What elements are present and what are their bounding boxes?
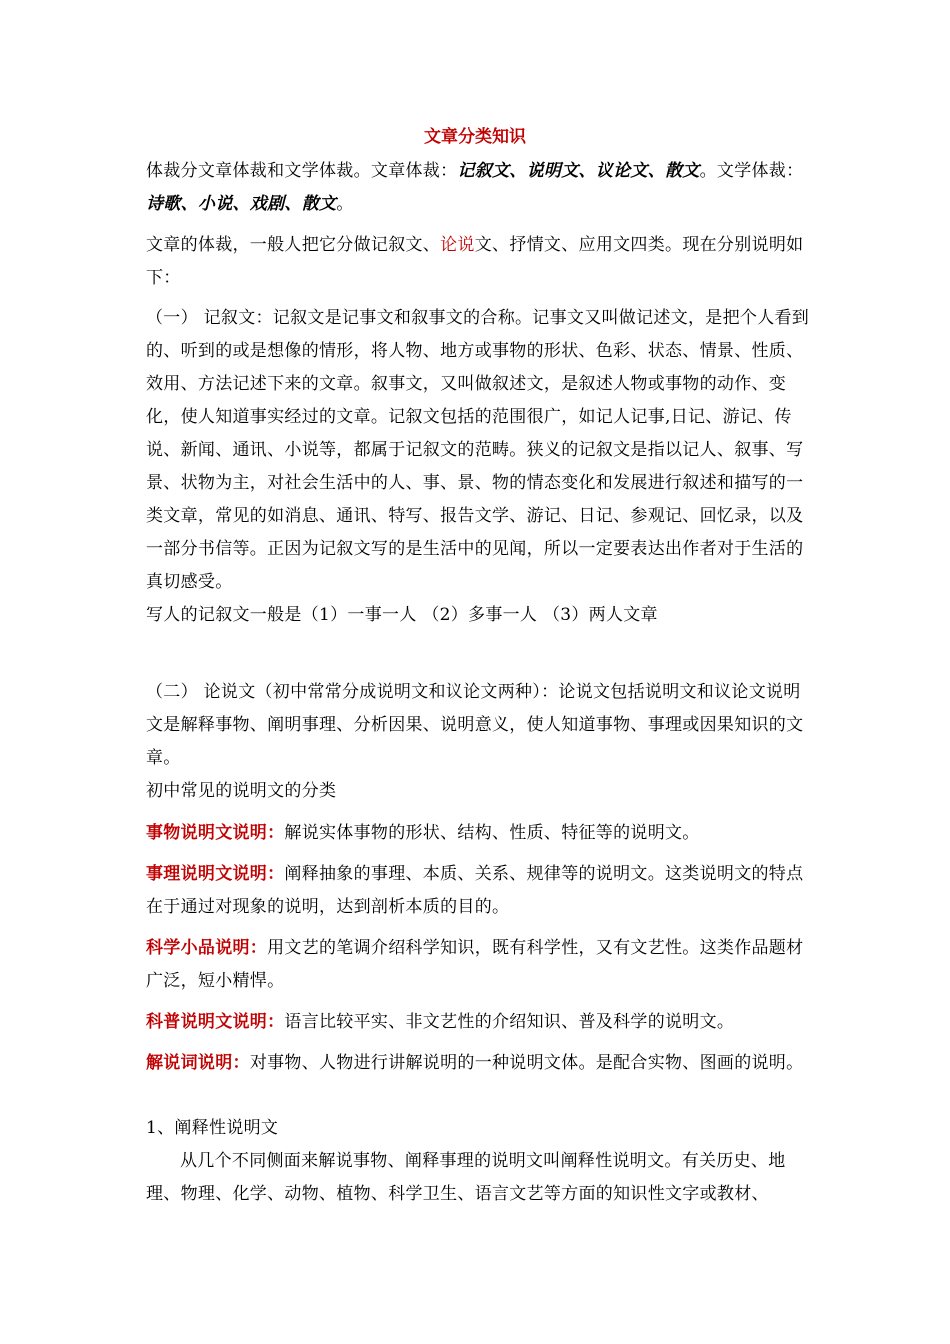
type-label: 科学小品说明： xyxy=(146,938,268,958)
type-text: 用文艺的笔调介绍科学知识，既有科学性，又有文艺性。这类作品题材广泛，短小精悍。 xyxy=(146,938,804,991)
intro-genres-a: 记叙文、说明文、议论文、散文 xyxy=(457,161,700,181)
intro-text-c: 。 xyxy=(336,194,354,214)
page-title: 文章分类知识 xyxy=(424,127,526,147)
section-1-heading: 1、阐释性说明文 xyxy=(146,1118,279,1138)
intro-genres-b: 诗歌、小说、戏剧、散文 xyxy=(146,194,337,214)
type-text: 对事物、人物进行讲解说明的一种说明文体。是配合实物、图画的说明。 xyxy=(249,1053,804,1073)
expository-section xyxy=(146,676,814,808)
overview-paragraph xyxy=(146,229,814,295)
intro-paragraph xyxy=(146,155,814,221)
expository-types-heading: 初中常见的说明文的分类 xyxy=(146,781,337,801)
type-text: 阐释抽象的事理、本质、关系、规律等的说明文。这类说明文的特点在于通过对现象的说明，达到剖析本质的目的。 xyxy=(146,864,804,917)
expository-type-item xyxy=(146,1047,814,1080)
type-text: 语言比较平实、非文艺性的介绍知识、普及科学的说明文。 xyxy=(284,1012,735,1032)
overview-before: 文章的体裁，一般人把它分做记叙文、 xyxy=(146,235,441,255)
expository-types-list xyxy=(146,817,814,1088)
overview-after: 文、抒情文、应用文四类。现在分别说明如下： xyxy=(146,235,804,288)
expository-type-item xyxy=(146,817,814,850)
narrative-people-line: 写人的记叙文一般是（1）一事一人 （2）多事一人 （3）两人文章 xyxy=(146,605,658,625)
type-label: 解说词说明： xyxy=(146,1053,250,1073)
section-1-paragraph: 从几个不同侧面来解说事物、阐释事理的说明文叫阐释性说明文。有关历史、地理、物理、化学、动物、植物、科学卫生、语言文艺等方面的知识性文字或教材、 xyxy=(146,1151,786,1204)
narrative-section xyxy=(146,302,814,632)
overview-highlight: 论说 xyxy=(440,235,475,255)
narrative-paragraph: （一） 记叙文：记叙文是记事文和叙事文的合称。记事文又叫做记述文，是把个人看到的、听到的或是想像的情形，将人物、地方或事物的形状、色彩、状态、情景、性质、效用、方法记述下来的文章。叙事文，又叫做叙述文，是叙述人物或事物的动作、变化，使人知道事实经过的文章。记叙文包括的范围很广，如记人记事,日记、游记、传说、新闻、通讯、小说等，都属于记叙文的范畴。狭义的记叙文是指以记人、叙事、写景、状物为主，对社会生活中的人、事、景、物的情态变化和发展进行叙述和描写的一类文章，常见的如消息、通讯、特写、报告文学、游记、日记、参观记、回忆录，以及一部分书信等。正因为记叙文写的是生活中的见闻，所以一定要表达出作者对于生活的真切感受。 xyxy=(146,308,810,592)
expository-type-item xyxy=(146,858,814,924)
type-label: 事物说明文说明： xyxy=(146,823,285,843)
type-label: 科普说明文说明： xyxy=(146,1012,285,1032)
expository-type-item xyxy=(146,1006,814,1039)
expository-paragraph: （二） 论说文（初中常常分成说明文和议论文两种）：论说文包括说明文和议论文说明文是解释事物、阐明事理、分析因果、说明意义，使人知道事物、事理或因果知识的文章。 xyxy=(146,682,804,768)
section-1 xyxy=(146,1112,814,1211)
intro-text-b: 。文学体裁： xyxy=(699,161,804,181)
expository-type-item xyxy=(146,932,814,998)
intro-text-a: 体裁分文章体裁和文学体裁。文章体裁： xyxy=(146,161,458,181)
type-label: 事理说明文说明： xyxy=(146,864,285,884)
type-text: 解说实体事物的形状、结构、性质、特征等的说明文。 xyxy=(284,823,700,843)
